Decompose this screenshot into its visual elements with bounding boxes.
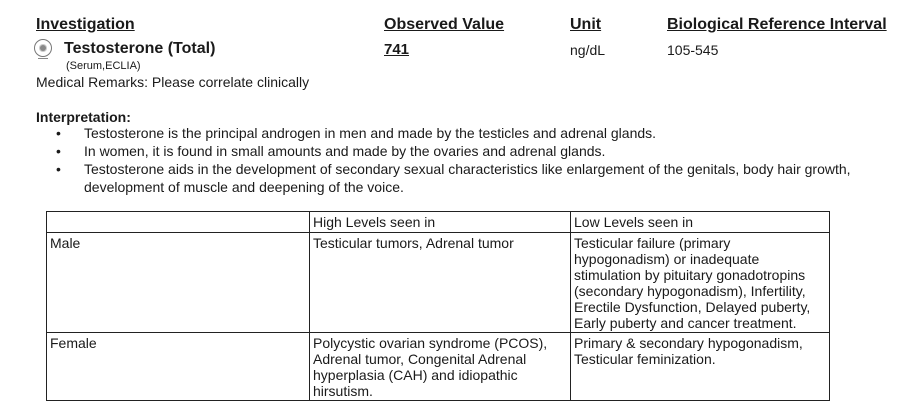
table-header-cell: Low Levels seen in [571,212,830,233]
table-header-cell: High Levels seen in [310,212,571,233]
medical-remarks: Medical Remarks: Please correlate clinically [36,74,310,90]
table-cell: Testicular failure (primary hypogonadism) or inadequate stimulation by pituitary gonadotropins (secondary hypogonadism), Infertility, Erectile Dysfunction, Delayed puberty, Early puberty and cancer treatment. [571,233,830,333]
bullet-text: Testosterone is the principal androgen in men and made by the testicles and adrenal glands. [84,125,657,141]
table-cell: Polycystic ovarian syndrome (PCOS), Adrenal tumor, Congenital Adrenal hyperplasia (CAH) and idiopathic hirsutism. [310,333,571,401]
investigation-header: Investigation [36,16,135,33]
table-row [47,233,830,333]
test-name: Testosterone (Total) [64,40,216,57]
table-cell: Female [47,333,310,401]
list-item: • Testosterone is the principal androgen in men and made by the testicles and adrenal glands. [56,125,657,141]
hospital-seal-icon [34,39,52,57]
list-item: • Testosterone aids in the development of secondary sexual characteristics like enlargement of the genitals, body hair growth, development of muscle and deepening of the voice. [56,161,851,195]
unit-value: ng/dL [570,42,606,58]
table-cell: Primary & secondary hypogonadism, Testicular feminization. [571,333,830,401]
table-cell: Male [47,233,310,333]
test-method: (Serum,ECLIA) [66,60,141,72]
observed-value[interactable]: 741 [384,41,410,58]
table-header-cell [47,212,310,233]
table-header-row [47,212,830,233]
seal-base [38,58,48,62]
bullet-text: Testosterone aids in the development of secondary sexual characteristics like enlargement of the genitals, body hair growth, development of muscle and deepening of the voice. [84,161,851,195]
list-item: • In women, it is found in small amounts and made by the ovaries and adrenal glands. [56,143,606,159]
unit-header: Unit [570,16,602,33]
reference-interval-header: Biological Reference Interval [667,16,887,33]
table-cell: Testicular tumors, Adrenal tumor [310,233,571,333]
observed-value-header: Observed Value [384,16,505,33]
table-row [47,333,830,401]
bullet-text: In women, it is found in small amounts and made by the ovaries and adrenal glands. [84,143,606,159]
interpretation-list [52,124,892,196]
interpretation-title: Interpretation: [36,109,131,125]
levels-table [46,211,830,401]
reference-interval-value: 105-545 [667,42,719,58]
